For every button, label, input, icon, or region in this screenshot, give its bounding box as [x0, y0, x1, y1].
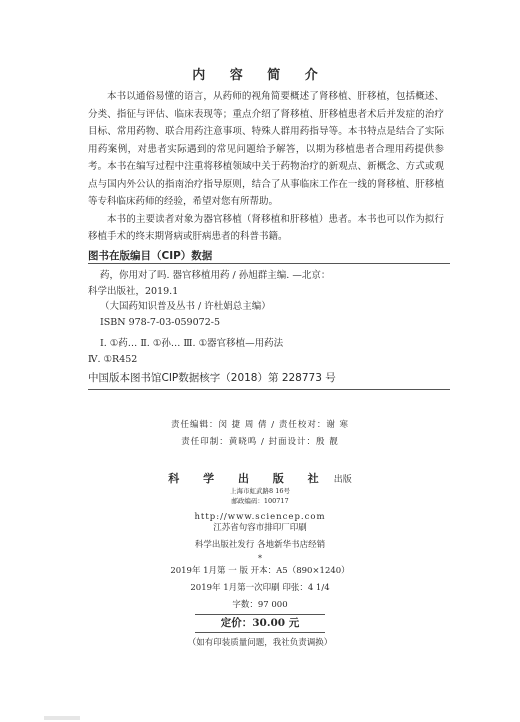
cip-line: （大国药知识普及丛书 / 许杜娟总主编） [100, 301, 271, 312]
edition-line: 2019年 1月第 一 版 开本：A5（890×1240） [170, 566, 350, 576]
cip-top-rule [88, 263, 450, 264]
publisher-website: http://www.sciencep.com [194, 512, 326, 522]
publisher-postcode: 邮政编码：100717 [231, 497, 289, 505]
summary-text [88, 88, 444, 246]
cip-line: Ⅰ. ①药… Ⅱ. ①孙… Ⅲ. ①器官移植—用药法 [100, 338, 284, 349]
credit-line: 责任编辑：闵 捷 周 倩 / 责任校对：谢 寒 [170, 420, 350, 430]
summary-paragraph: 本书的主要读者对象为器官移植（肾移植和肝移植）患者。本书也可以作为拟行移植手术的终末期肾病或肝病患者的科普书籍。 [88, 213, 444, 242]
cip-record [88, 268, 450, 367]
publisher-role: 出版 [333, 475, 352, 485]
publisher-name: 科 学 出 版 社 [168, 472, 329, 485]
publisher-address: 上海市虹武路8 16号 [230, 487, 290, 495]
cip-line: 科学出版社，2019.1 [88, 285, 179, 297]
cip-line: 药，你用对了吗. 器官移植用药 / 孙旭群主编. —北京： [100, 270, 331, 281]
printing-info [0, 520, 520, 652]
cip-line: Ⅳ. ①R452 [88, 353, 138, 365]
price-bottom-rule [195, 632, 325, 633]
impression-line: 2019年 1月第一次印刷 印张：4 1/4 [190, 583, 330, 593]
credit-line: 责任印制：黄晓鸣 / 封面设计：殷 靓 [181, 437, 339, 447]
quality-notice: （如有印装质量问题，我社负责调换） [187, 638, 333, 648]
printer-line: 江苏省句容市排印厂印刷 [213, 523, 307, 533]
page-edge-mark [44, 716, 80, 720]
cip-line: ISBN 978-7-03-059072-5 [100, 316, 220, 328]
publisher-block [0, 467, 520, 524]
cip-bottom-rule [88, 389, 450, 390]
summary-title: 内 容 简 介 [192, 68, 328, 83]
cip-heading: 图书在版编目（CIP）数据 [88, 250, 213, 262]
separator-star: * [258, 554, 262, 563]
cip-number: 中国版本图书馆CIP数据核字（2018）第 228773 号 [88, 372, 336, 384]
editorial-credits [0, 417, 520, 451]
distribution-line: 科学出版社发行 各地新华书店经销 [194, 540, 326, 550]
summary-paragraph: 本书以通俗易懂的语言，从药师的视角简要概述了肾移植、肝移植，包括概述、分类、指征与评估、临床表现等；重点介绍了肾移植、肝移植患者术后并发症的治疗目标、常用药物、联合用药注意事项、特殊人群用药指导等。本书特点是结合了实际用药案例，对患者实际遇到的常见问题给予解答，以期为移植患者合理用药提供参考。本书在编写过程中注重将移植领域中关于药物治疗的新观点、新概念、方式或观点与国内外公认的指南治疗指导原则，结合了从事临床工作在一线的肾移植、肝移植等专科临床药师的经验，希望对您有所帮助。 [88, 91, 444, 207]
wordcount-line: 字数：97 000 [232, 600, 288, 610]
price-line: 定价：30.00 元 [220, 617, 300, 629]
